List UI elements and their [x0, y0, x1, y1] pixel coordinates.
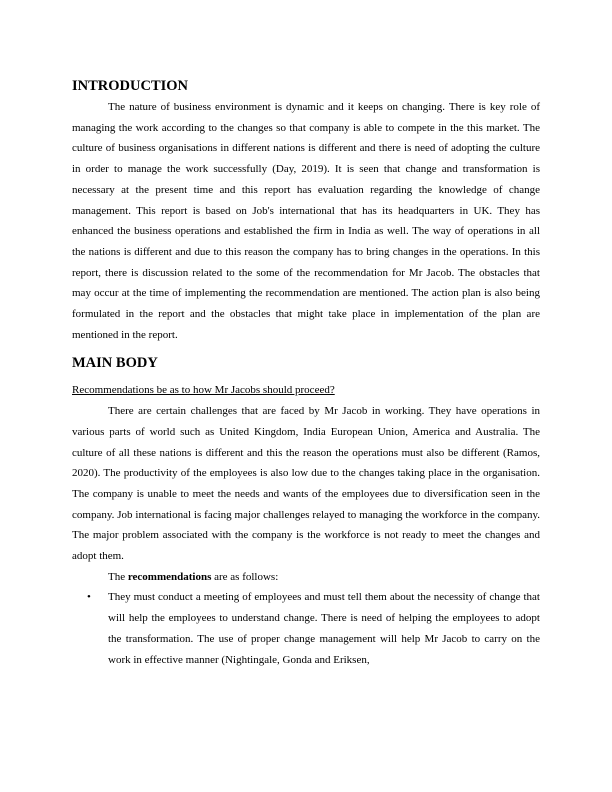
- recommendations-intro-suffix: are as follows:: [211, 570, 279, 583]
- recommendations-list: [72, 587, 540, 670]
- introduction-heading: INTRODUCTION: [72, 78, 189, 94]
- list-item-text: They must conduct a meeting of employees and must tell them about the necessity of change that will help the employees to understand change. There is need of helping the employees to adopt the transformation. The use of proper change management will help Mr Jacob to carry on the work in effective manner (Nightingale, Gonda and Eriksen,: [108, 591, 540, 666]
- document-page: [72, 75, 540, 670]
- recommendations-subheading: Recommendations be as to how Mr Jacobs should proceed?: [72, 384, 335, 397]
- bullet-icon: •: [87, 591, 91, 604]
- list-item: [72, 587, 540, 670]
- recommendations-intro-bold: recommendations: [127, 570, 212, 583]
- main-body-heading: MAIN BODY: [72, 355, 158, 372]
- recommendations-intro-prefix: The: [108, 570, 128, 583]
- introduction-paragraph: The nature of business environment is dynamic and it keeps on changing. There is key role of managing the work according to the changes so that company is able to compete in the this market. The culture of business organisations in different nations is different and there is need of adopting the culture in order to manage the work successfully (Day, 2019). It is seen that change and transformation is necessary at the present time and this report has evaluation regarding the knowledge of change management. This report is based on Job's international that has its headquarters in UK. They has enhanced the business operations and established the firm in India as well. The way of operations in all the nations is different and due to this reason the company has to bring changes in the operations. In this report, there is discussion related to the some of the recommendation for Mr Jacob. The obstacles that may occur at the time of implementing the recommendation are mentioned. The action plan is also being formulated in the report and the obstacles that might take place in implementation of the plan are mentioned in the report.: [72, 101, 540, 341]
- challenges-paragraph: There are certain challenges that are faced by Mr Jacob in working. They have operations in various parts of world such as United Kingdom, India European Union, America and Australia. The culture of all these nations is different and this the reason the operations must also be different (Ramos, 2020). The productivity of the employees is also low due to the changes taking place in the organisation. The company is unable to meet the needs and wants of the employees due to diversification seen in the company. Job international is facing major challenges relayed to managing the workforce in the company. The major problem associated with the company is the workforce is not ready to meet the changes and adopt them.: [72, 405, 540, 563]
- recommendations-intro: [72, 567, 540, 588]
